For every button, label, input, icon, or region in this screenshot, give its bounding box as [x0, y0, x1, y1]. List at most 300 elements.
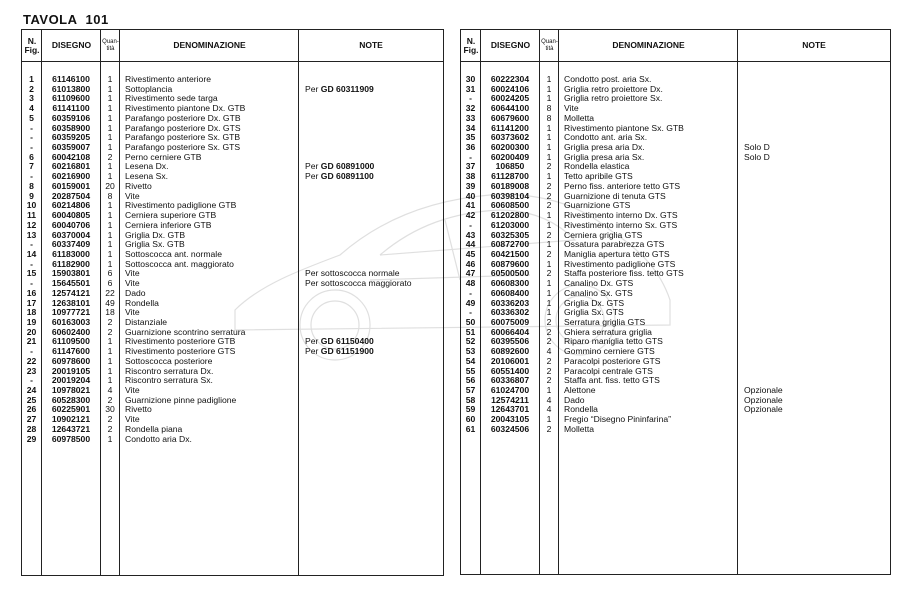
- cell-denominazione: Distanziale: [125, 317, 168, 327]
- table-header: [461, 30, 890, 62]
- cell-denominazione: Rivestimento posteriore GTB: [125, 336, 236, 347]
- table-row: [22, 221, 443, 230]
- table-row: [22, 182, 443, 191]
- cell-qty: 1: [546, 122, 552, 133]
- table-row: [22, 376, 443, 385]
- cell-disegno: 60024106: [490, 83, 530, 94]
- cell-qty: 1: [546, 258, 552, 269]
- table-row: [22, 153, 443, 162]
- cell-denominazione: Molletta: [564, 423, 595, 434]
- header-quantita: [101, 30, 120, 61]
- cell-qty: 1: [546, 210, 552, 221]
- cell-disegno: 60528300: [51, 394, 91, 405]
- cell-fig: 8: [29, 180, 34, 191]
- table-row: [22, 308, 443, 317]
- cell-disegno: 60370004: [51, 229, 91, 240]
- table-row: [22, 75, 443, 84]
- table-row: [461, 201, 890, 210]
- cell-note: Per sottoscocca maggiorato: [305, 278, 412, 289]
- cell-disegno: 60216801: [51, 161, 91, 172]
- cell-denominazione: Rondella: [125, 297, 159, 308]
- cell-qty: 1: [546, 287, 552, 298]
- cell-qty: 1: [107, 93, 113, 104]
- cell-disegno: 60189008: [490, 180, 530, 191]
- cell-denominazione: Paracolpi centrale GTS: [564, 365, 653, 376]
- table-row: [22, 85, 443, 94]
- cell-disegno: 60359205: [51, 132, 91, 143]
- cell-denominazione: Ghiera serratura griglia: [564, 326, 652, 337]
- cell-fig: 46: [465, 258, 476, 269]
- cell-fig: -: [30, 258, 33, 269]
- table-row: [461, 367, 890, 376]
- table-row: [22, 172, 443, 181]
- cell-denominazione: Lesena Sx.: [125, 171, 168, 182]
- table-row: [22, 347, 443, 356]
- table-row: [461, 133, 890, 142]
- cell-qty: 1: [107, 103, 113, 114]
- cell-qty: 1: [546, 171, 552, 182]
- cell-denominazione: Lesena Dx.: [125, 161, 169, 172]
- cell-qty: 1: [107, 229, 113, 240]
- header-fig-line1: N.: [466, 35, 476, 46]
- cell-qty: 8: [546, 103, 552, 114]
- cell-note: Per GD 60311909: [305, 83, 374, 94]
- cell-qty: 1: [546, 219, 552, 230]
- cell-qty: 1: [546, 297, 552, 308]
- cell-disegno: 20106001: [490, 355, 530, 366]
- cell-denominazione: Guarnizione GTS: [564, 200, 631, 211]
- cell-qty: 1: [546, 239, 552, 250]
- cell-qty: 1: [107, 258, 113, 269]
- cell-denominazione: Serratura griglia GTS: [564, 317, 646, 327]
- cell-fig: 57: [465, 385, 476, 396]
- cell-disegno: 60066404: [490, 326, 530, 337]
- cell-disegno: 60373602: [490, 132, 530, 143]
- cell-disegno: 60359007: [51, 142, 91, 153]
- cell-denominazione: Rivestimento padiglione GTB: [125, 200, 237, 211]
- cell-fig: 49: [465, 297, 476, 308]
- cell-disegno: 61146100: [52, 74, 90, 84]
- cell-qty: 1: [107, 161, 113, 172]
- cell-fig: 36: [465, 142, 476, 153]
- table-row: [22, 435, 443, 444]
- cell-note: Per GD 61151900: [305, 346, 374, 357]
- cell-fig: 41: [465, 200, 476, 211]
- table-row: [461, 386, 890, 395]
- cell-disegno: 61024700: [490, 385, 530, 396]
- table-row: [461, 104, 890, 113]
- cell-fig: 61: [465, 423, 476, 434]
- header-note: NOTE: [802, 40, 826, 50]
- table-row: [22, 405, 443, 414]
- cell-qty: 1: [107, 219, 113, 230]
- cell-denominazione: Guarnizione di tenuta GTS: [564, 190, 666, 201]
- cell-fig: 5: [29, 112, 34, 123]
- cell-denominazione: Griglia presa aria Sx.: [564, 151, 645, 162]
- cell-fig: 18: [26, 307, 37, 318]
- cell-denominazione: Sottoplancia: [125, 83, 173, 94]
- cell-denominazione: Parafango posteriore Dx. GTB: [125, 112, 241, 123]
- cell-disegno: 60978500: [51, 433, 91, 444]
- cell-disegno: 60159001: [51, 180, 91, 191]
- table-row: [22, 94, 443, 103]
- table-row: [461, 192, 890, 201]
- header-disegno: DISEGNO: [490, 40, 531, 50]
- cell-disegno: 60395506: [490, 336, 530, 347]
- cell-qty: 6: [107, 278, 113, 289]
- cell-disegno: 12574121: [51, 287, 91, 298]
- cell-denominazione: Staffa ant. fiss. tetto GTS: [564, 375, 660, 386]
- cell-denominazione: Griglia retro proiettore Sx.: [564, 93, 663, 104]
- cell-disegno: 60225901: [51, 404, 91, 415]
- cell-fig: 35: [465, 132, 476, 143]
- table-row: [461, 162, 890, 171]
- header-qty-line2: tità: [106, 45, 115, 52]
- cell-denominazione: Vite: [125, 190, 140, 201]
- cell-denominazione: Guarnizione scontrino serratura: [125, 326, 246, 337]
- cell-fig: -: [30, 346, 33, 357]
- cell-denominazione: Paracolpi posteriore GTS: [564, 355, 661, 366]
- cell-qty: 4: [546, 404, 552, 415]
- header-qty-line2: tità: [545, 45, 554, 52]
- cell-fig: -: [30, 278, 33, 289]
- table-row: [461, 172, 890, 181]
- cell-denominazione: Molletta: [564, 112, 595, 123]
- cell-disegno: 60608500: [490, 200, 530, 211]
- cell-fig: 45: [465, 248, 476, 259]
- cell-qty: 2: [546, 336, 552, 347]
- cell-qty: 8: [546, 112, 552, 123]
- cell-qty: 1: [546, 385, 552, 396]
- cell-disegno: 20287504: [51, 190, 91, 201]
- cell-fig: -: [30, 375, 33, 386]
- table-row: [22, 250, 443, 259]
- cell-denominazione: Sottoscocca posteriore: [125, 355, 213, 366]
- cell-qty: 2: [546, 326, 552, 337]
- cell-denominazione: Rondella: [564, 404, 598, 415]
- cell-qty: 1: [107, 112, 113, 123]
- cell-fig: 33: [465, 112, 476, 123]
- cell-qty: 30: [105, 404, 115, 415]
- table-row: [461, 308, 890, 317]
- cell-disegno: 60024205: [490, 93, 530, 104]
- cell-fig: 16: [26, 287, 37, 298]
- cell-denominazione: Gommino cerniere GTS: [564, 346, 655, 357]
- cell-denominazione: Riscontro serratura Sx.: [125, 375, 213, 386]
- cell-disegno: 61147600: [52, 346, 90, 357]
- header-denominazione: DENOMINAZIONE: [173, 40, 246, 50]
- cell-disegno: 60336203: [490, 297, 530, 308]
- parts-table-left: [21, 29, 444, 576]
- cell-note: Solo D: [744, 142, 770, 153]
- table-row: [461, 211, 890, 220]
- table-row: [22, 269, 443, 278]
- cell-qty: 1: [107, 122, 113, 133]
- cell-disegno: 15903801: [51, 268, 91, 279]
- cell-denominazione: Parafango posteriore Sx. GTS: [125, 142, 241, 153]
- cell-qty: 2: [546, 161, 552, 172]
- table-row: [461, 405, 890, 414]
- cell-qty: 2: [107, 414, 113, 425]
- cell-qty: 2: [107, 326, 113, 337]
- header-quantita: [540, 30, 559, 61]
- table-row: [22, 367, 443, 376]
- cell-disegno: 61182900: [52, 258, 90, 269]
- cell-qty: 1: [546, 307, 552, 318]
- cell-fig: 39: [465, 180, 476, 191]
- cell-fig: 7: [29, 161, 34, 172]
- cell-qty: 1: [546, 414, 552, 425]
- cell-denominazione: Staffa posteriore fiss. tetto GTS: [564, 268, 684, 279]
- cell-denominazione: Canalino Sx. GTS: [564, 287, 633, 298]
- cell-fig: 14: [26, 248, 37, 259]
- header-fig-line1: N.: [27, 35, 37, 46]
- table-row: [461, 347, 890, 356]
- table-row: [461, 260, 890, 269]
- table-row: [461, 143, 890, 152]
- cell-qty: 1: [107, 365, 113, 376]
- table-row: [22, 143, 443, 152]
- table-row: [22, 337, 443, 346]
- cell-qty: 18: [105, 307, 115, 318]
- cell-qty: 1: [107, 142, 113, 153]
- cell-fig: 60: [465, 414, 476, 425]
- header-qty-line1: Quan-: [541, 38, 558, 45]
- cell-fig: 47: [465, 268, 476, 279]
- table-row: [461, 269, 890, 278]
- table-row: [461, 279, 890, 288]
- header-fig: [461, 30, 481, 61]
- cell-qty: 1: [546, 83, 552, 94]
- table-row: [461, 75, 890, 84]
- table-row: [22, 289, 443, 298]
- cell-disegno: 20019204: [51, 375, 91, 386]
- table-row: [22, 240, 443, 249]
- cell-denominazione: Condotto post. aria Sx.: [564, 74, 652, 84]
- cell-disegno: 20019105: [51, 365, 91, 376]
- cell-disegno: 10902121: [51, 414, 91, 425]
- table-row: [461, 182, 890, 191]
- cell-note: Opzionale: [744, 385, 783, 396]
- cell-fig: 58: [465, 394, 476, 405]
- cell-denominazione: Vite: [125, 414, 140, 425]
- cell-denominazione: Rivestimento interno Dx. GTS: [564, 210, 678, 221]
- cell-denominazione: Fregio “Disegno Pininfarina”: [564, 414, 671, 425]
- cell-denominazione: Dado: [125, 287, 146, 298]
- title-label: TAVOLA: [23, 12, 78, 27]
- cell-disegno: 60978600: [51, 355, 91, 366]
- cell-denominazione: Cerniera superiore GTB: [125, 210, 217, 221]
- cell-disegno: 60336302: [490, 307, 530, 318]
- cell-fig: 6: [29, 151, 34, 162]
- cell-disegno: 61203000: [490, 219, 530, 230]
- header-note: NOTE: [359, 40, 383, 50]
- cell-fig: 37: [465, 161, 476, 172]
- cell-disegno: 61141200: [491, 122, 529, 133]
- cell-denominazione: Rivestimento sede targa: [125, 93, 218, 104]
- cell-denominazione: Griglia presa aria Dx.: [564, 142, 645, 153]
- cell-qty: 2: [546, 355, 552, 366]
- cell-disegno: 60879600: [490, 258, 530, 269]
- title-number: 101: [85, 12, 109, 27]
- table-row: [22, 299, 443, 308]
- cell-qty: 2: [546, 365, 552, 376]
- cell-qty: 1: [546, 142, 552, 153]
- cell-disegno: 60421500: [490, 248, 530, 259]
- cell-note: Opzionale: [744, 404, 783, 415]
- cell-qty: 1: [546, 132, 552, 143]
- cell-qty: 1: [107, 248, 113, 259]
- cell-disegno: 60216900: [51, 171, 91, 182]
- cell-fig: 20: [26, 326, 37, 337]
- cell-fig: -: [469, 93, 472, 104]
- cell-denominazione: Vite: [125, 268, 140, 279]
- table-row: [461, 328, 890, 337]
- cell-denominazione: Ossatura parabrezza GTS: [564, 239, 665, 250]
- cell-denominazione: Condotto aria Dx.: [125, 433, 192, 444]
- cell-disegno: 61183000: [52, 248, 90, 259]
- cell-disegno: 60608400: [490, 287, 530, 298]
- cell-disegno: 20043105: [490, 414, 530, 425]
- table-row: [461, 124, 890, 133]
- cell-denominazione: Vite: [125, 278, 140, 289]
- cell-qty: 2: [546, 200, 552, 211]
- cell-fig: -: [469, 219, 472, 230]
- cell-denominazione: Griglia Dx. GTS: [564, 297, 625, 308]
- cell-qty: 1: [107, 171, 113, 182]
- cell-qty: 2: [107, 394, 113, 405]
- table-row: [461, 337, 890, 346]
- cell-fig: -: [30, 122, 33, 133]
- cell-qty: 6: [107, 268, 113, 279]
- table-header: [22, 30, 443, 62]
- cell-denominazione: Rivestimento piantone Sx. GTB: [564, 122, 684, 133]
- cell-denominazione: Riscontro serratura Dx.: [125, 365, 214, 376]
- header-qty-line1: Quan-: [102, 38, 119, 45]
- cell-qty: 2: [107, 151, 113, 162]
- table-row: [22, 201, 443, 210]
- cell-fig: -: [30, 171, 33, 182]
- cell-denominazione: Cerniera griglia GTS: [564, 229, 643, 240]
- table-row: [22, 231, 443, 240]
- cell-fig: 59: [465, 404, 476, 415]
- cell-denominazione: Alettone: [564, 385, 596, 396]
- table-row: [461, 299, 890, 308]
- cell-fig: 55: [465, 365, 476, 376]
- cell-denominazione: Tetto apribile GTS: [564, 171, 633, 182]
- cell-disegno: 60892600: [490, 346, 530, 357]
- cell-denominazione: Rivetto: [125, 180, 152, 191]
- table-row: [461, 425, 890, 434]
- cell-fig: 9: [29, 190, 34, 201]
- cell-disegno: 61109500: [52, 336, 90, 347]
- cell-fig: 13: [26, 229, 37, 240]
- cell-denominazione: Vite: [564, 103, 579, 114]
- cell-denominazione: Rondella piana: [125, 423, 183, 434]
- cell-denominazione: Perno cerniere GTB: [125, 151, 202, 162]
- cell-fig: -: [30, 132, 33, 143]
- cell-disegno: 60200409: [490, 151, 530, 162]
- cell-note: Opzionale: [744, 394, 783, 405]
- cell-fig: 2: [29, 83, 34, 94]
- table-row: [461, 85, 890, 94]
- parts-table-right: [460, 29, 891, 575]
- table-row: [22, 415, 443, 424]
- table-row: [22, 211, 443, 220]
- cell-fig: 53: [465, 346, 476, 357]
- cell-disegno: 60075009: [490, 317, 530, 327]
- cell-fig: 52: [465, 336, 476, 347]
- cell-denominazione: Riparo maniglia tetto GTS: [564, 336, 663, 347]
- table-row: [461, 250, 890, 259]
- table-row: [22, 318, 443, 327]
- cell-fig: 31: [465, 83, 476, 94]
- header-denominazione: DENOMINAZIONE: [612, 40, 685, 50]
- cell-qty: 2: [546, 248, 552, 259]
- cell-qty: 2: [546, 375, 552, 386]
- cell-disegno: 60336807: [490, 375, 530, 386]
- table-row: [461, 396, 890, 405]
- table-row: [22, 386, 443, 395]
- cell-disegno: 60337409: [51, 239, 91, 250]
- cell-fig: 12: [26, 219, 37, 230]
- cell-fig: 30: [465, 74, 476, 84]
- cell-qty: 1: [107, 74, 113, 84]
- header-fig-line2: Fig.: [463, 44, 479, 55]
- cell-fig: 22: [26, 355, 37, 366]
- cell-denominazione: Perno fiss. anteriore tetto GTS: [564, 180, 681, 191]
- cell-fig: -: [469, 287, 472, 298]
- cell-disegno: 60214806: [51, 200, 91, 211]
- cell-note: Solo D: [744, 151, 770, 162]
- table-row: [461, 94, 890, 103]
- cell-qty: 1: [107, 83, 113, 94]
- header-fig: [22, 30, 42, 61]
- cell-fig: 10: [26, 200, 37, 211]
- cell-disegno: 60644100: [490, 103, 530, 114]
- cell-fig: 40: [465, 190, 476, 201]
- cell-denominazione: Rondella elastica: [564, 161, 630, 172]
- table-row: [22, 357, 443, 366]
- cell-note: Per sottoscocca normale: [305, 268, 400, 279]
- header-fig-line2: Fig.: [24, 44, 40, 55]
- table-row: [461, 357, 890, 366]
- cell-denominazione: Griglia Sx. GTS: [564, 307, 624, 318]
- cell-fig: 50: [465, 317, 476, 327]
- cell-denominazione: Rivetto: [125, 404, 152, 415]
- cell-fig: 43: [465, 229, 476, 240]
- cell-fig: 51: [465, 326, 476, 337]
- cell-disegno: 15645501: [51, 278, 91, 289]
- cell-disegno: 61141100: [52, 103, 90, 114]
- page-title: [23, 12, 109, 27]
- cell-disegno: 12574211: [491, 394, 529, 405]
- cell-denominazione: Canalino Dx. GTS: [564, 278, 634, 289]
- cell-qty: 22: [105, 287, 115, 298]
- cell-fig: 26: [26, 404, 37, 415]
- cell-denominazione: Rivestimento posteriore GTS: [125, 346, 236, 357]
- cell-qty: 1: [546, 74, 552, 84]
- cell-denominazione: Griglia retro proiettore Dx.: [564, 83, 663, 94]
- cell-note: Per GD 60891000: [305, 161, 375, 172]
- cell-fig: 28: [26, 423, 37, 434]
- cell-disegno: 60324506: [490, 423, 530, 434]
- cell-qty: 1: [107, 375, 113, 386]
- cell-disegno: 60358900: [51, 122, 91, 133]
- cell-disegno: 60040805: [51, 210, 91, 221]
- table-row: [461, 289, 890, 298]
- cell-disegno: 60551400: [490, 365, 530, 376]
